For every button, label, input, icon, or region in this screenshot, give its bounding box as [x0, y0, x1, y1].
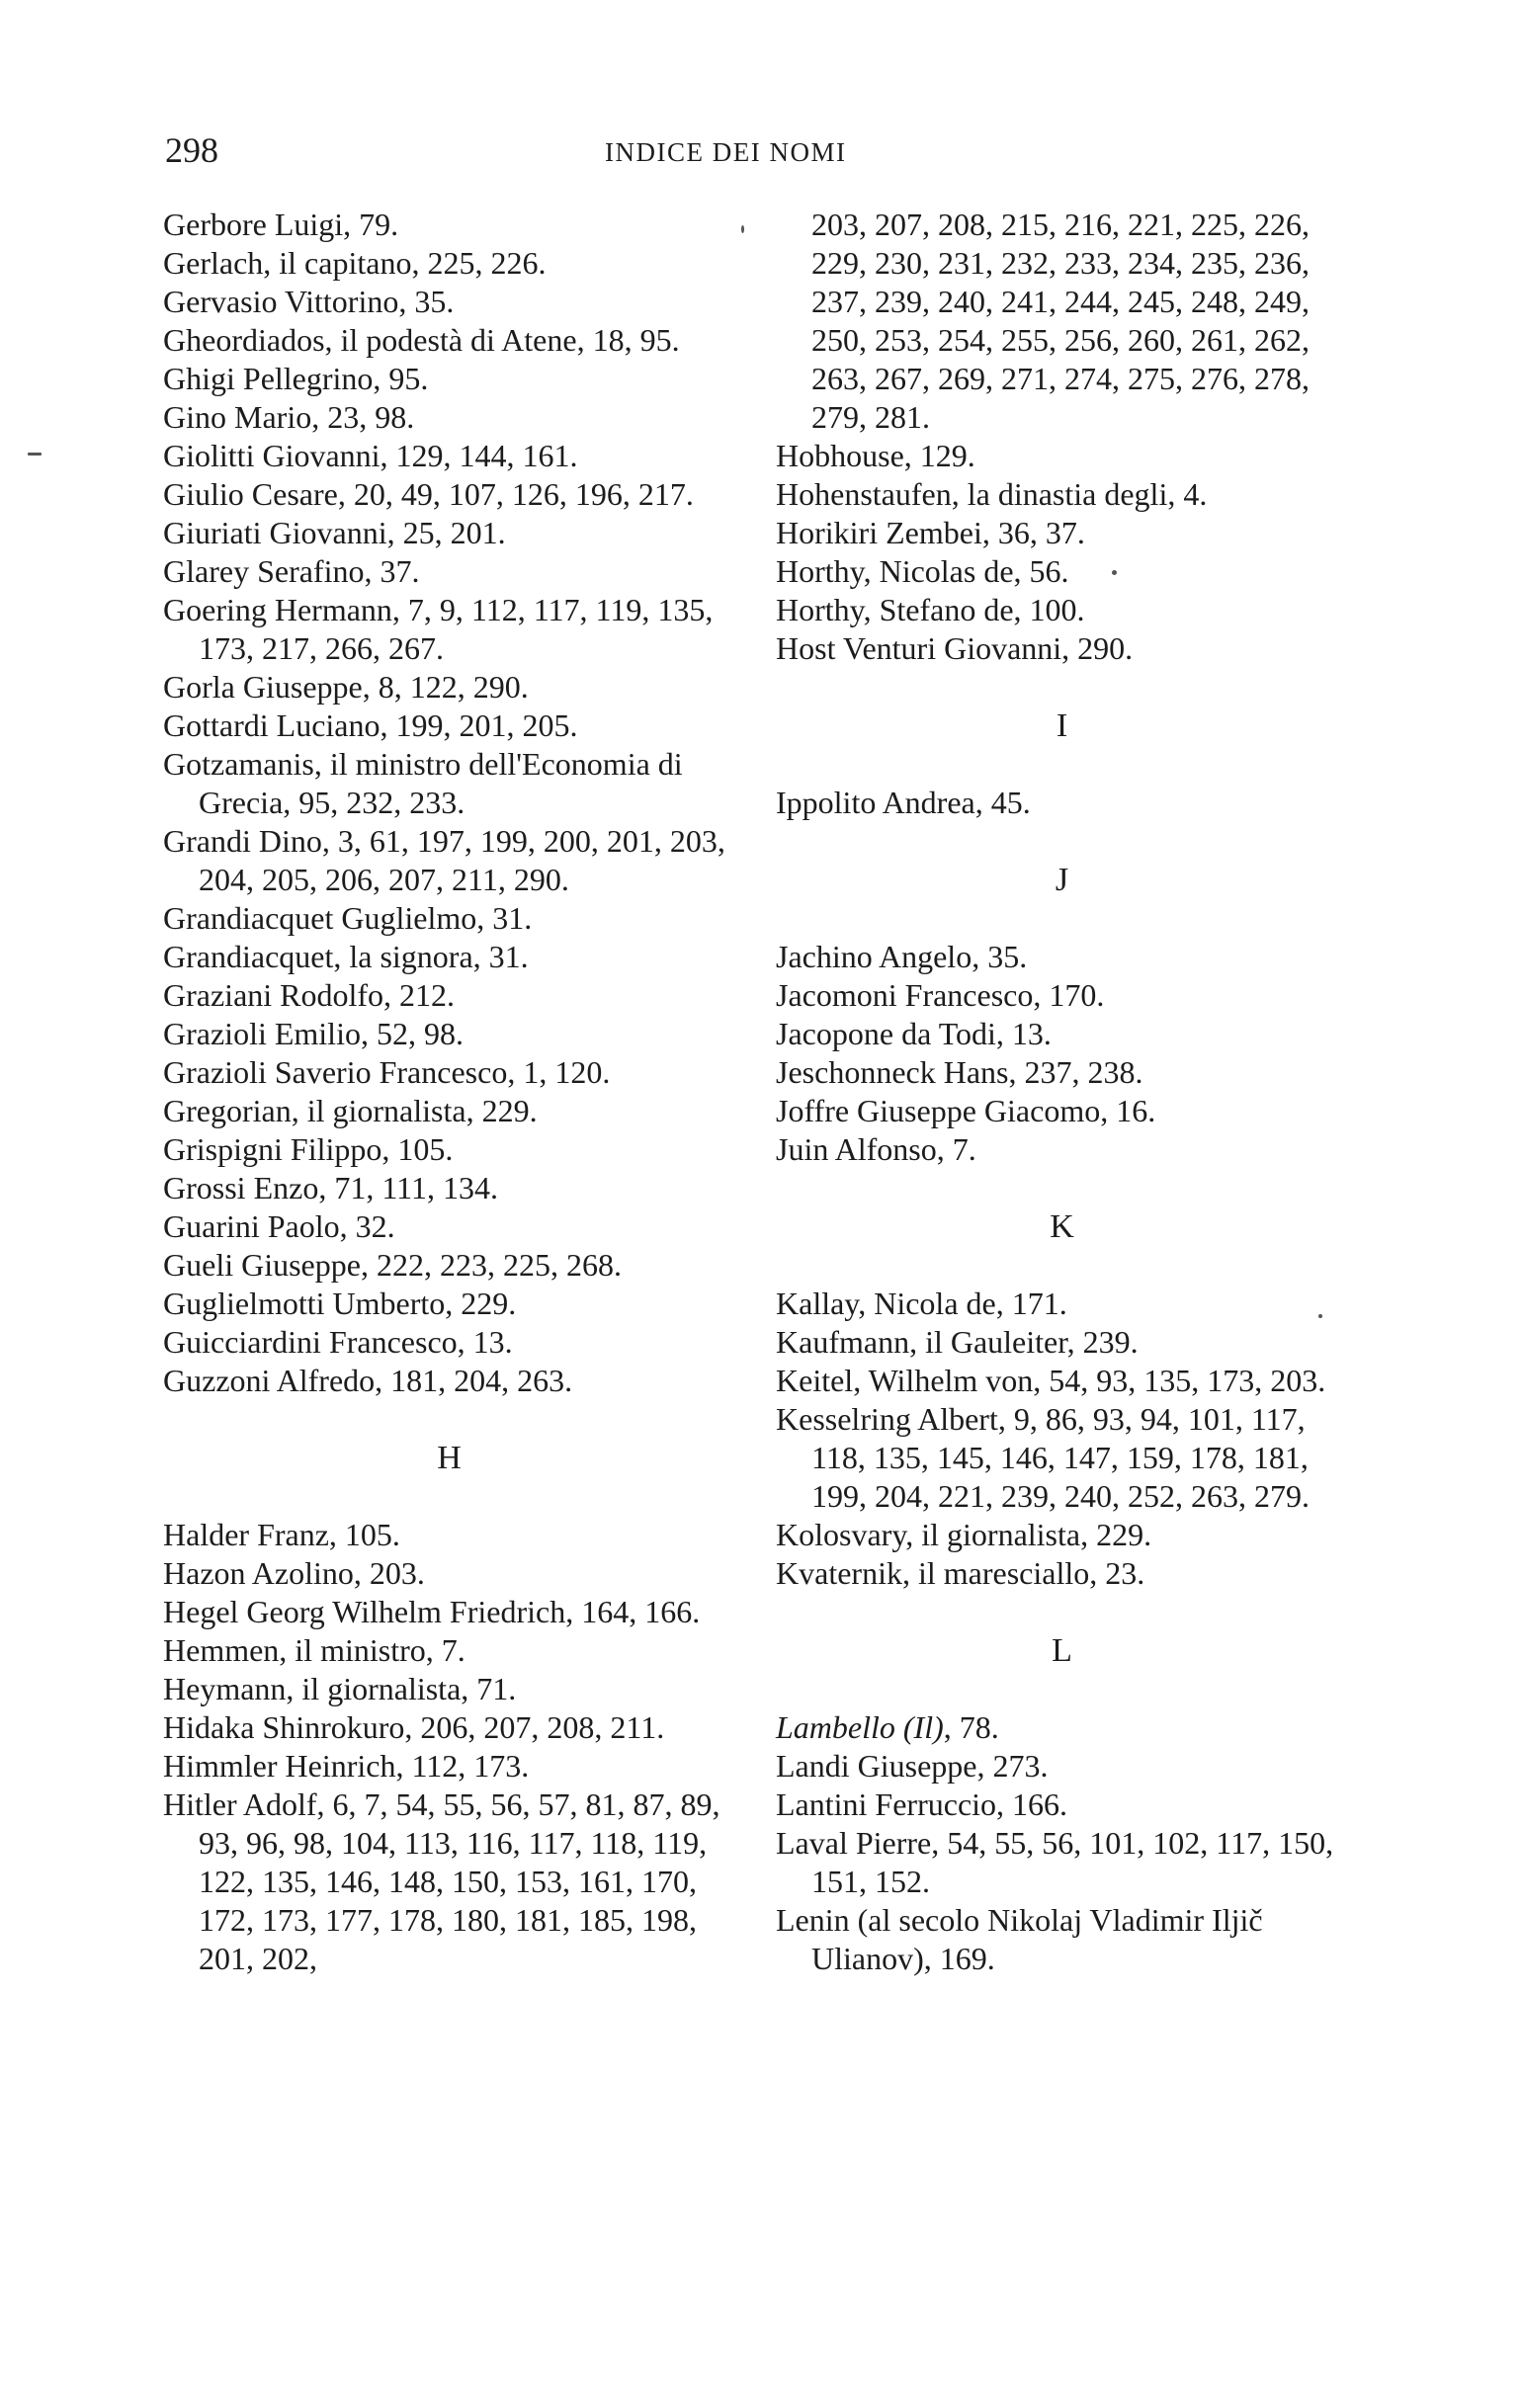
index-entry: Lenin (al secolo Nikolaj Vladimir Iljič Ulianov), 169. [776, 1902, 1263, 1976]
continued-entry-hitler: 203, 207, 208, 215, 216, 221, 225, 226, 229, 230, 231, 232, 233, 234, 235, 236, 237, 239, 240, 241, 244, 245, 248, 249, 250, 253, 254, 255, 256, 260, 261, 262, 263, 267, 269, 271, 274, 275, 276, 278, 279, 281. [811, 207, 1310, 435]
index-entry: Hemmen, il ministro, 7. [163, 1632, 465, 1668]
index-entry: Giulio Cesare, 20, 49, 107, 126, 196, 217. [163, 476, 694, 512]
index-entry: Gino Mario, 23, 98. [163, 399, 415, 435]
index-entry: Jacopone da Todi, 13. [776, 1016, 1052, 1051]
page-number: 298 [165, 130, 218, 170]
index-entry: Lantini Ferruccio, 166. [776, 1786, 1068, 1822]
entry-pages: , 78. [943, 1709, 999, 1745]
index-entry: Gerbore Luigi, 79. [163, 207, 399, 242]
scan-speck [28, 453, 42, 456]
index-entry: Hidaka Shinrokuro, 206, 207, 208, 211. [163, 1709, 665, 1745]
index-entry: Kesselring Albert, 9, 86, 93, 94, 101, 117, 118, 135, 145, 146, 147, 159, 178, 181, 199, 204, 221, 239, 240, 252, 263, 279. [776, 1401, 1310, 1514]
index-entry: Guzzoni Alfredo, 181, 204, 263. [163, 1363, 573, 1398]
index-entry: Heymann, il giornalista, 71. [163, 1671, 517, 1706]
index-entry: Hobhouse, 129. [776, 438, 975, 473]
left-column [163, 206, 736, 1978]
index-entry: Grandiacquet, la signora, 31. [163, 939, 529, 974]
index-entry: Hegel Georg Wilhelm Friedrich, 164, 166. [163, 1594, 701, 1629]
index-entry: Kallay, Nicola de, 171. [776, 1286, 1067, 1321]
index-entry: Joffre Giuseppe Giacomo, 16. [776, 1093, 1156, 1128]
section-h-entries [163, 1516, 736, 1978]
section-letter-k: K [1050, 1208, 1075, 1245]
section-j-entries [776, 938, 1349, 1169]
scan-speck [1112, 570, 1117, 575]
index-entry: Landi Giuseppe, 273. [776, 1748, 1049, 1784]
index-entry: Jacomoni Francesco, 170. [776, 977, 1105, 1013]
index-entry: Gervasio Vittorino, 35. [163, 284, 455, 319]
index-entry: Glarey Serafino, 37. [163, 553, 420, 589]
section-h-entries-continued [776, 437, 1349, 668]
section-letter-h: H [437, 1440, 463, 1476]
index-entry: Juin Alfonso, 7. [776, 1131, 976, 1167]
index-entry: Halder Franz, 105. [163, 1517, 400, 1552]
index-entry: Giolitti Giovanni, 129, 144, 161. [163, 438, 578, 473]
index-entry: Grazioli Emilio, 52, 98. [163, 1016, 464, 1051]
index-entry: Hitler Adolf, 6, 7, 54, 55, 56, 57, 81, 87, 89, 93, 96, 98, 104, 113, 116, 117, 118, 119, 122, 135, 146, 148, 150, 153, 161, 170, 172, 173, 177, 178, 180, 181, 185, 198, 201, 202, [163, 1786, 720, 1976]
right-column [776, 206, 1349, 1978]
index-entry: Gregorian, il giornalista, 229. [163, 1093, 538, 1128]
index-entry: Jachino Angelo, 35. [776, 939, 1028, 974]
index-entry: Goering Hermann, 7, 9, 112, 117, 119, 135, 173, 217, 266, 267. [163, 592, 714, 666]
section-letter-i: I [1056, 707, 1069, 744]
index-entry: Gheordiados, il podestà di Atene, 18, 95. [163, 322, 680, 358]
index-entry: Horikiri Zembei, 36, 37. [776, 515, 1085, 550]
section-l-entries [776, 1747, 1349, 1978]
entry-title-italic: Lambello (Il) [776, 1709, 944, 1745]
section-letter-l: L [1052, 1632, 1073, 1669]
index-entry: Laval Pierre, 54, 55, 56, 101, 102, 117, 150, 151, 152. [776, 1825, 1334, 1899]
section-k-entries [776, 1285, 1349, 1593]
index-entry: Grandiacquet Guglielmo, 31. [163, 900, 533, 936]
index-entry: Ghigi Pellegrino, 95. [163, 361, 429, 396]
section-i-entries [776, 784, 1349, 822]
index-entry: Grazioli Saverio Francesco, 1, 120. [163, 1054, 611, 1090]
running-title: INDICE DEI NOMI [605, 137, 847, 167]
index-entry: Keitel, Wilhelm von, 54, 93, 135, 173, 203. [776, 1363, 1326, 1398]
section-g-entries [163, 206, 736, 1400]
index-entry: Gottardi Luciano, 199, 201, 205. [163, 707, 578, 743]
scan-speck [741, 225, 744, 233]
index-entry: Kvaternik, il maresciallo, 23. [776, 1555, 1145, 1591]
index-entry: Graziani Rodolfo, 212. [163, 977, 456, 1013]
index-entry: Grossi Enzo, 71, 111, 134. [163, 1170, 498, 1205]
index-entry: Hazon Azolino, 203. [163, 1555, 425, 1591]
index-entry: Jeschonneck Hans, 237, 238. [776, 1054, 1143, 1090]
index-entry: Horthy, Nicolas de, 56. [776, 553, 1069, 589]
index-entry: Guglielmotti Umberto, 229. [163, 1286, 517, 1321]
index-entry: Grispigni Filippo, 105. [163, 1131, 454, 1167]
index-entry: Gorla Giuseppe, 8, 122, 290. [163, 669, 529, 705]
section-letter-j: J [1055, 862, 1070, 898]
index-entry: Gueli Giuseppe, 222, 223, 225, 268. [163, 1247, 622, 1283]
index-entry: Kolosvary, il giornalista, 229. [776, 1517, 1152, 1552]
index-entry: Host Venturi Giovanni, 290. [776, 630, 1134, 666]
index-entry: Kaufmann, il Gauleiter, 239. [776, 1324, 1139, 1360]
index-entry: Ippolito Andrea, 45. [776, 785, 1031, 820]
index-entry: Grandi Dino, 3, 61, 197, 199, 200, 201, 203, 204, 205, 206, 207, 211, 290. [163, 823, 725, 897]
index-entry: Gerlach, il capitano, 225, 226. [163, 245, 547, 281]
scan-speck [1318, 1314, 1322, 1318]
index-entry: Hohenstaufen, la dinastia degli, 4. [776, 476, 1208, 512]
index-entry: Guicciardini Francesco, 13. [163, 1324, 513, 1360]
index-entry: Himmler Heinrich, 112, 173. [163, 1748, 530, 1784]
index-entry-lambello [776, 1708, 1349, 1747]
index-entry: Gotzamanis, il ministro dell'Economia di Grecia, 95, 232, 233. [163, 746, 683, 820]
index-entry: Giuriati Giovanni, 25, 201. [163, 515, 506, 550]
index-entry: Guarini Paolo, 32. [163, 1208, 395, 1244]
index-entry: Horthy, Stefano de, 100. [776, 592, 1085, 627]
